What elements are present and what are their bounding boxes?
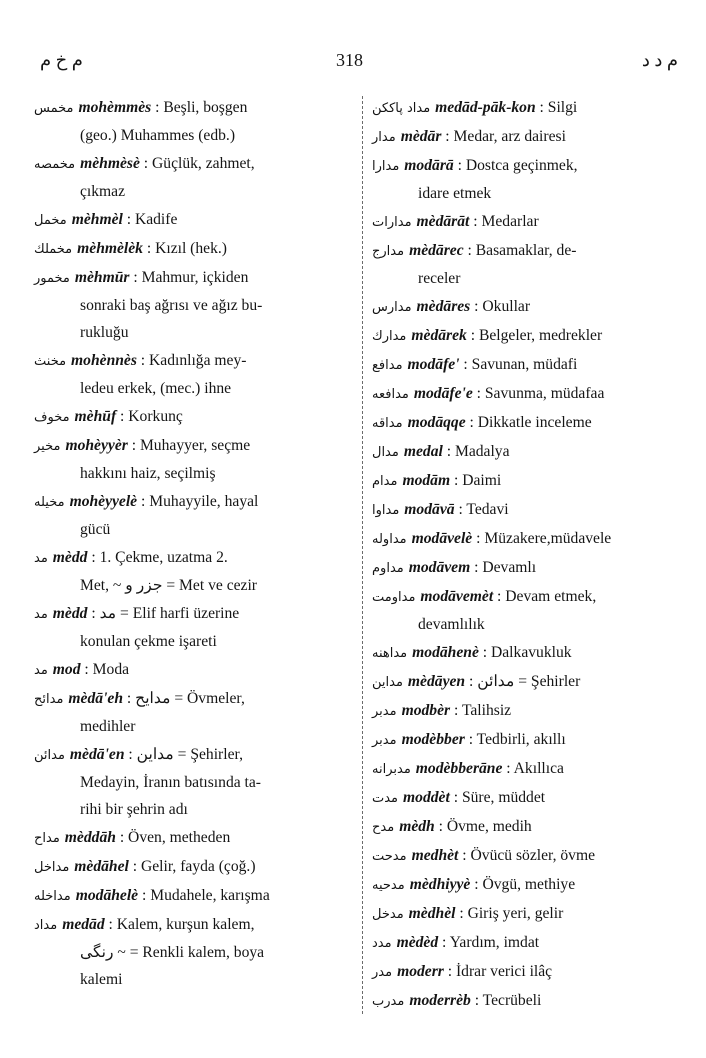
transliterated-headword: mèdā'eh	[68, 690, 123, 707]
transliterated-headword: modāvem	[408, 559, 471, 576]
dictionary-entry	[372, 697, 678, 725]
entry-first-line	[372, 293, 678, 321]
dictionary-entry	[372, 351, 678, 379]
dictionary-entry	[372, 94, 678, 122]
entry-first-line	[372, 987, 678, 1015]
dictionary-entry	[34, 882, 352, 910]
transliterated-headword: moderr	[397, 963, 444, 980]
definition-text: : Silgi	[535, 99, 578, 116]
transliterated-headword: mohèyyelè	[69, 493, 138, 510]
arabic-headword: مدافع	[372, 358, 403, 373]
arabic-headword: مداومت	[372, 590, 416, 605]
transliterated-headword: modāfe'e	[413, 385, 473, 402]
dictionary-entry	[34, 94, 352, 149]
header-left-letters: م خ م	[40, 50, 83, 70]
entry-first-line	[372, 123, 678, 151]
transliterated-headword: mèdd	[52, 605, 88, 622]
definition-text: : Kadife	[122, 211, 178, 228]
dictionary-entry	[372, 525, 678, 553]
arabic-headword: مدر	[372, 965, 393, 980]
definition-text: : Madalya	[442, 443, 510, 460]
transliterated-headword: mohènnès	[71, 352, 137, 369]
entry-first-line	[372, 958, 678, 986]
definition-text: : İdrar verici ilâç	[443, 963, 553, 980]
entry-first-line	[34, 656, 352, 684]
arabic-headword: مد	[34, 607, 48, 622]
entry-first-line	[372, 94, 678, 122]
transliterated-headword: modām	[402, 472, 451, 489]
definition-text: : مدائن = Şehirler	[465, 673, 581, 690]
entry-first-line	[372, 668, 678, 696]
arabic-headword: مخمس	[34, 101, 74, 116]
arabic-headword: مدبرانه	[372, 762, 411, 777]
entry-first-line	[372, 813, 678, 841]
arabic-headword: مداهنه	[372, 646, 408, 661]
arabic-headword: مداوا	[372, 503, 400, 518]
definition-text: : Belgeler, medrekler	[466, 327, 603, 344]
entry-first-line	[372, 900, 678, 928]
arabic-headword: مد	[34, 663, 48, 678]
definition-continuation: Met, ~ جزر و = Met ve cezir	[80, 577, 257, 594]
definition-text: : Müzakere,müdavele	[472, 530, 612, 547]
definition-text: : Süre, müddet	[449, 789, 546, 806]
arabic-headword: مخوف	[34, 410, 70, 425]
arabic-headword: مداخله	[34, 889, 71, 904]
definition-text: : Tedbirli, akıllı	[464, 731, 566, 748]
entry-first-line	[34, 403, 352, 431]
entry-first-line	[372, 438, 678, 466]
definition-text: : Gelir, fayda (çoğ.)	[128, 858, 256, 875]
arabic-headword: مدبر	[372, 704, 397, 719]
definition-continuation: rihi bir şehrin adı	[80, 801, 188, 818]
entry-first-line	[34, 741, 352, 769]
dictionary-entry	[372, 322, 678, 350]
definition-text: : Yardım, imdat	[438, 934, 540, 951]
transliterated-headword: mèdārek	[411, 327, 467, 344]
dictionary-entry	[34, 488, 352, 543]
dictionary-entry	[372, 293, 678, 321]
dictionary-entry	[34, 432, 352, 487]
transliterated-headword: mèdāyen	[407, 673, 466, 690]
dictionary-entry	[372, 871, 678, 899]
transliterated-headword: mèdhèl	[408, 905, 456, 922]
transliterated-headword: mèdā'en	[69, 746, 125, 763]
definition-text: : Korkunç	[116, 408, 183, 425]
dictionary-entry	[34, 600, 352, 655]
entry-first-line	[372, 152, 678, 180]
dictionary-entry	[34, 685, 352, 740]
definition-continuation: konulan çekme işareti	[80, 633, 217, 650]
definition-continuation: ledeu erkek, (mec.) ihne	[80, 380, 232, 397]
dictionary-entry	[372, 467, 678, 495]
definition-text: : Kadınlığa mey-	[136, 352, 247, 369]
entry-first-line	[372, 467, 678, 495]
definition-text: : مد = Elif harfi üzerine	[87, 605, 240, 622]
entry-first-line	[34, 824, 352, 852]
dictionary-entry	[372, 726, 678, 754]
dictionary-entry	[34, 741, 352, 823]
definition-text: : Övme, medih	[434, 818, 532, 835]
definition-continuation: sonraki baş ağrısı ve ağız bu-	[80, 297, 263, 314]
entry-first-line	[34, 544, 352, 572]
definition-continuation: (geo.) Muhammes (edb.)	[80, 127, 236, 144]
arabic-headword: مخير	[34, 439, 61, 454]
definition-text: : Dikkatle inceleme	[465, 414, 592, 431]
arabic-headword: مدت	[372, 791, 399, 806]
arabic-headword: مخمور	[34, 271, 70, 286]
definition-text: : Tecrübeli	[470, 992, 542, 1009]
arabic-headword: مدح	[372, 820, 395, 835]
dictionary-entry	[372, 639, 678, 667]
transliterated-headword: modāhenè	[412, 644, 479, 661]
dictionary-entry	[372, 900, 678, 928]
definition-continuation: hakkını haiz, seçilmiş	[80, 465, 216, 482]
arabic-headword: مدارا	[372, 159, 400, 174]
transliterated-headword: modāvelè	[411, 530, 473, 547]
entry-first-line	[372, 639, 678, 667]
left-column	[34, 94, 352, 994]
transliterated-headword: moddèt	[403, 789, 450, 806]
entry-first-line	[372, 409, 678, 437]
transliterated-headword: mèdārāt	[416, 213, 470, 230]
arabic-headword: مخيله	[34, 495, 65, 510]
entry-first-line	[34, 685, 352, 713]
transliterated-headword: medal	[403, 443, 443, 460]
transliterated-headword: modāhelè	[75, 887, 139, 904]
definition-text: : Dalkavukluk	[478, 644, 572, 661]
entry-first-line	[372, 554, 678, 582]
transliterated-headword: mohèmmès	[78, 99, 152, 116]
definition-continuation: idare etmek	[418, 185, 492, 202]
dictionary-entry	[372, 554, 678, 582]
transliterated-headword: mèdāhel	[74, 858, 129, 875]
arabic-headword: مخملك	[34, 242, 73, 257]
transliterated-headword: mèhmūr	[74, 269, 130, 286]
dictionary-entry	[34, 235, 352, 263]
dictionary-entry	[372, 813, 678, 841]
entry-first-line	[372, 842, 678, 870]
dictionary-entry	[34, 656, 352, 684]
entry-first-line	[34, 600, 352, 628]
arabic-headword: مدحيه	[372, 878, 405, 893]
definition-text: : 1. Çekme, uzatma 2.	[87, 549, 228, 566]
transliterated-headword: mèddāh	[64, 829, 116, 846]
entry-first-line	[372, 784, 678, 812]
arabic-headword: مدال	[372, 445, 399, 460]
arabic-headword: مداوم	[372, 561, 404, 576]
dictionary-entry	[34, 853, 352, 881]
dictionary-entry	[372, 842, 678, 870]
transliterated-headword: mohèyyèr	[65, 437, 128, 454]
arabic-headword: مداين	[372, 675, 403, 690]
definition-text: : Talihsiz	[450, 702, 512, 719]
entry-first-line	[372, 871, 678, 899]
arabic-headword: مداخل	[34, 860, 70, 875]
transliterated-headword: mèdār	[400, 128, 442, 145]
definition-text: : Dostca geçinmek,	[453, 157, 578, 174]
definition-text: : Kızıl (hek.)	[142, 240, 227, 257]
right-column	[372, 94, 678, 1016]
dictionary-entry	[372, 409, 678, 437]
arabic-headword: مدائح	[34, 692, 64, 707]
dictionary-entry	[372, 438, 678, 466]
definition-text: : Övgü, methiye	[470, 876, 576, 893]
transliterated-headword: modèbber	[401, 731, 465, 748]
definition-text: : Savunma, müdafaa	[472, 385, 605, 402]
definition-text: : Moda	[80, 661, 130, 678]
entry-first-line	[34, 911, 352, 939]
definition-continuation: Medayin, İranın batısında ta-	[80, 774, 262, 791]
arabic-headword: مدائن	[34, 748, 65, 763]
arabic-headword: مدارات	[372, 215, 412, 230]
dictionary-entry	[372, 958, 678, 986]
transliterated-headword: mèhūf	[74, 408, 117, 425]
transliterated-headword: mèdèd	[396, 934, 439, 951]
definition-text: : Öven, metheden	[115, 829, 231, 846]
entry-first-line	[34, 347, 352, 375]
arabic-headword: مدرب	[372, 994, 405, 1009]
transliterated-headword: mèdh	[399, 818, 435, 835]
dictionary-entry	[34, 206, 352, 234]
arabic-headword: مخمل	[34, 213, 67, 228]
definition-text: : Giriş yeri, gelir	[455, 905, 564, 922]
definition-text: : Mahmur, içkiden	[129, 269, 249, 286]
definition-text: : مدايح = Övmeler,	[123, 690, 245, 707]
definition-text: : Basamaklar, de-	[463, 242, 577, 259]
arabic-headword: مداد پاككن	[372, 101, 431, 116]
page-number: 318	[336, 50, 363, 70]
definition-text: : Muhayyer, seçme	[127, 437, 251, 454]
dictionary-entry	[34, 347, 352, 402]
arabic-headword: مخمصه	[34, 157, 76, 172]
dictionary-entry	[372, 380, 678, 408]
dictionary-entry	[34, 544, 352, 599]
entry-first-line	[34, 853, 352, 881]
definition-continuation: çıkmaz	[80, 183, 126, 200]
entry-first-line	[34, 235, 352, 263]
definition-text: : Beşli, boşgen	[151, 99, 248, 116]
definition-text: : مداين = Şehirler,	[124, 746, 243, 763]
dictionary-entry	[372, 123, 678, 151]
definition-text: : Okullar	[470, 298, 531, 315]
definition-text: : Medar, arz dairesi	[441, 128, 566, 145]
entry-first-line	[34, 206, 352, 234]
arabic-headword: مدام	[372, 474, 398, 489]
entry-first-line	[34, 882, 352, 910]
dictionary-entry	[34, 264, 352, 346]
entry-first-line	[34, 94, 352, 122]
entry-first-line	[372, 583, 678, 611]
transliterated-headword: medād-pāk-kon	[435, 99, 536, 116]
dictionary-entry	[372, 152, 678, 207]
dictionary-entry	[372, 987, 678, 1015]
definition-text: : Devamlı	[470, 559, 537, 576]
entry-first-line	[372, 496, 678, 524]
dictionary-entry	[372, 668, 678, 696]
dictionary-entry	[372, 755, 678, 783]
transliterated-headword: medād	[62, 916, 105, 933]
transliterated-headword: modāvemèt	[420, 588, 494, 605]
definition-text: : Daimi	[450, 472, 502, 489]
dictionary-entry	[372, 583, 678, 638]
arabic-headword: مدارس	[372, 300, 412, 315]
dictionary-entry	[372, 784, 678, 812]
definition-text: : Övücü sözler, övme	[458, 847, 596, 864]
transliterated-headword: medhèt	[411, 847, 459, 864]
definition-text: : Medarlar	[469, 213, 539, 230]
arabic-headword: مد	[34, 551, 48, 566]
entry-first-line	[34, 488, 352, 516]
entry-first-line	[34, 150, 352, 178]
definition-continuation: medihler	[80, 718, 136, 735]
definition-text: : Devam etmek,	[493, 588, 597, 605]
entry-first-line	[372, 755, 678, 783]
arabic-headword: مداح	[34, 831, 60, 846]
arabic-headword: مداوله	[372, 532, 407, 547]
arabic-headword: مدخل	[372, 907, 404, 922]
arabic-headword: مدارج	[372, 244, 405, 259]
transliterated-headword: mod	[52, 661, 81, 678]
dictionary-entry	[372, 496, 678, 524]
definition-continuation: رنگى ~ = Renkli kalem, boya	[80, 944, 265, 961]
definition-continuation: devamlılık	[418, 616, 485, 633]
definition-text: : Kalem, kurşun kalem,	[104, 916, 255, 933]
dictionary-entry	[34, 824, 352, 852]
transliterated-headword: modārā	[404, 157, 454, 174]
transliterated-headword: modèbberāne	[415, 760, 503, 777]
arabic-headword: مدار	[372, 130, 396, 145]
transliterated-headword: modāqqe	[407, 414, 466, 431]
definition-text: : Muhayyile, hayal	[137, 493, 259, 510]
transliterated-headword: modāfe'	[407, 356, 460, 373]
transliterated-headword: modbèr	[401, 702, 451, 719]
dictionary-entry	[372, 208, 678, 236]
entry-first-line	[34, 264, 352, 292]
arabic-headword: مدافعه	[372, 387, 409, 402]
definition-continuation: kalemi	[80, 971, 123, 988]
entry-first-line	[34, 432, 352, 460]
entry-first-line	[372, 726, 678, 754]
definition-continuation: receler	[418, 270, 461, 287]
definition-text: : Tedavi	[454, 501, 509, 518]
transliterated-headword: mèdd	[52, 549, 88, 566]
entry-first-line	[372, 322, 678, 350]
dictionary-entry	[34, 911, 352, 993]
dictionary-entry	[34, 403, 352, 431]
arabic-headword: مخنث	[34, 354, 67, 369]
transliterated-headword: mèhmèl	[71, 211, 123, 228]
entry-first-line	[372, 351, 678, 379]
definition-text: : Akıllıca	[502, 760, 564, 777]
definition-text: : Mudahele, karışma	[138, 887, 270, 904]
entry-first-line	[372, 380, 678, 408]
arabic-headword: مدبر	[372, 733, 397, 748]
entry-first-line	[372, 697, 678, 725]
transliterated-headword: mèdārec	[409, 242, 464, 259]
entry-first-line	[372, 525, 678, 553]
transliterated-headword: modāvā	[404, 501, 455, 518]
arabic-headword: مدد	[372, 936, 392, 951]
definition-continuation: rukluğu	[80, 324, 129, 341]
arabic-headword: مدحت	[372, 849, 407, 864]
transliterated-headword: mèhmèsè	[80, 155, 140, 172]
header-right-letters: م د د	[641, 50, 678, 70]
transliterated-headword: moderrèb	[409, 992, 471, 1009]
dictionary-entry	[372, 237, 678, 292]
definition-continuation: gücü	[80, 521, 111, 538]
transliterated-headword: mèdāres	[416, 298, 471, 315]
transliterated-headword: mèdhiyyè	[409, 876, 471, 893]
arabic-headword: مداقه	[372, 416, 403, 431]
dictionary-entry	[34, 150, 352, 205]
entry-first-line	[372, 929, 678, 957]
definition-text: : Güçlük, zahmet,	[139, 155, 255, 172]
arabic-headword: مدارك	[372, 329, 407, 344]
column-divider	[362, 96, 363, 1014]
definition-text: : Savunan, müdafi	[459, 356, 578, 373]
entry-first-line	[372, 237, 678, 265]
arabic-headword: مداد	[34, 918, 58, 933]
entry-first-line	[372, 208, 678, 236]
transliterated-headword: mèhmèlèk	[77, 240, 143, 257]
dictionary-entry	[372, 929, 678, 957]
